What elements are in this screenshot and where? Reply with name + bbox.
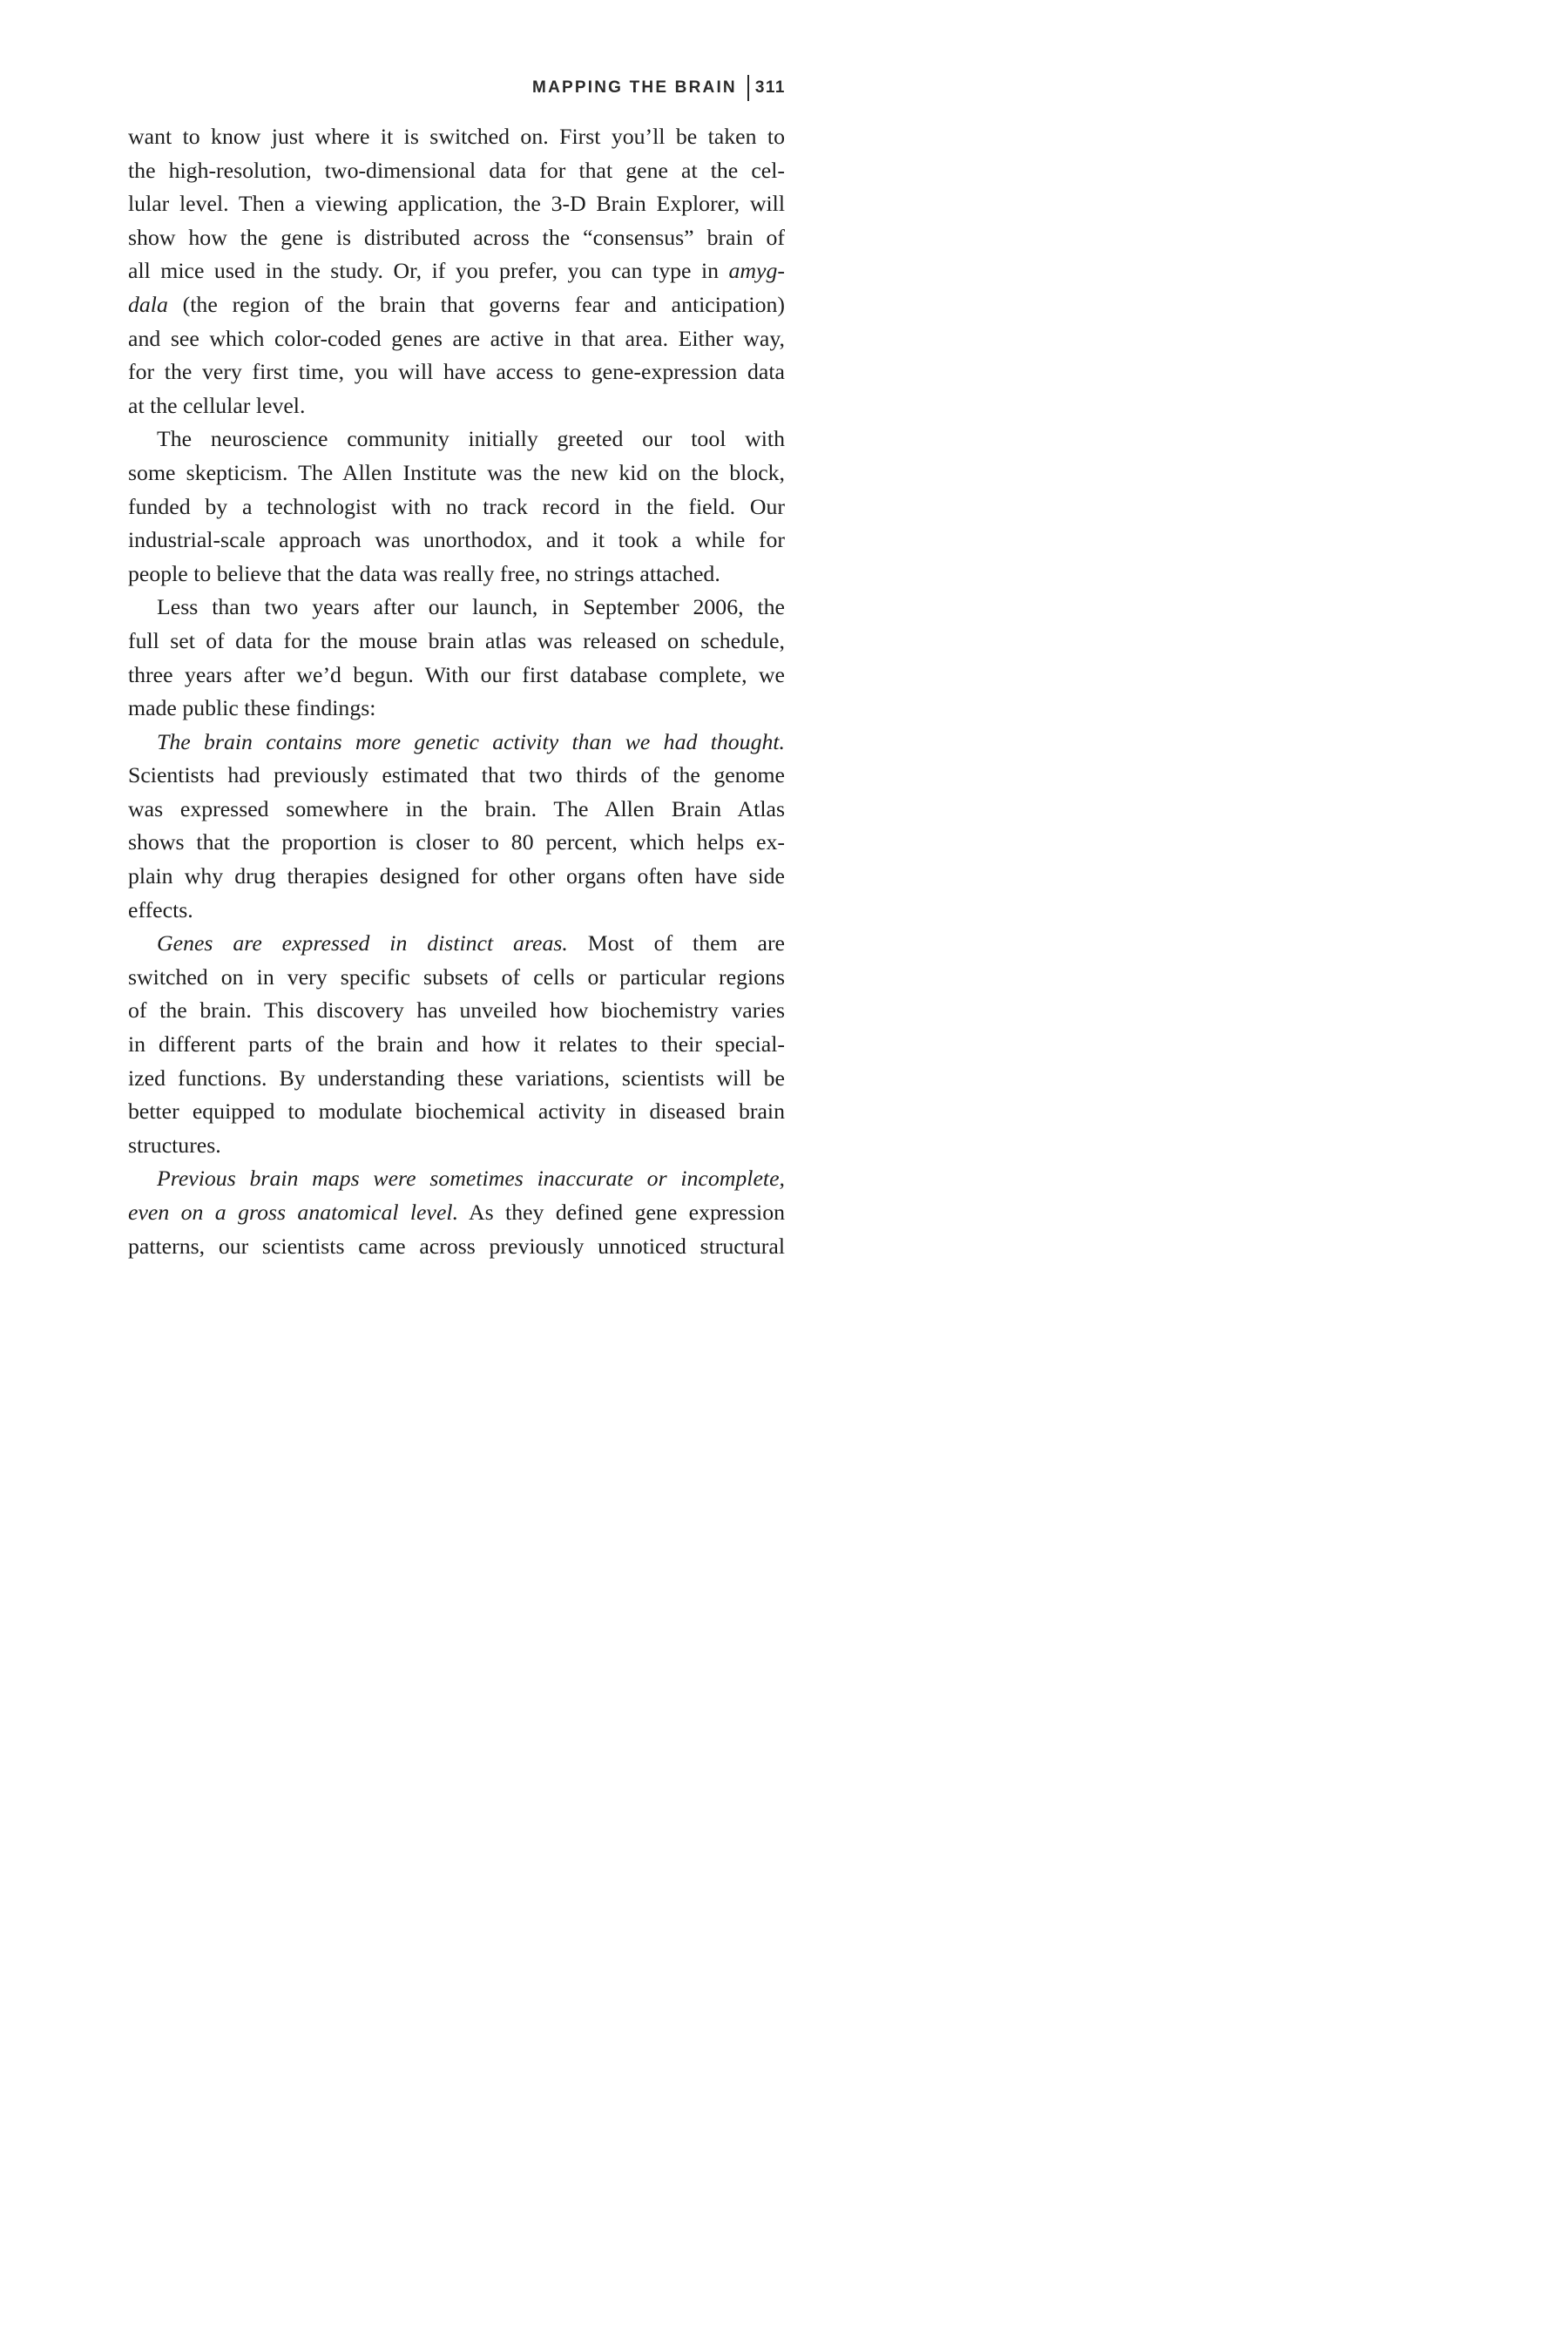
text-line: Scientists had previously estimated that two thirds of the genome bbox=[128, 762, 785, 788]
text-line: Genes are expressed in distinct areas. Most of them are bbox=[157, 930, 785, 956]
text-line: effects. bbox=[128, 896, 193, 923]
text-line: full set of data for the mouse brain atlas was released on schedule, bbox=[128, 627, 785, 653]
paragraph bbox=[128, 120, 785, 422]
text-line: of the brain. This discovery has unveiled how biochemistry varies bbox=[128, 997, 785, 1024]
text-line: for the very first time, you will have access to gene-expression data bbox=[128, 359, 785, 385]
italic-emphasis: Previous brain maps were sometimes inaccurate or incomplete, bbox=[157, 1166, 785, 1192]
text-line: industrial-scale approach was unorthodox, and it took a while for bbox=[128, 527, 785, 553]
text-line: structures. bbox=[128, 1132, 221, 1158]
italic-emphasis: amyg- bbox=[728, 258, 785, 284]
text-line: all mice used in the study. Or, if you prefer, you can type in amyg- bbox=[128, 258, 785, 284]
text-line: even on a gross anatomical level. As they defined gene expression bbox=[128, 1200, 785, 1225]
text-line: The neuroscience community initially greeted our tool with bbox=[157, 426, 785, 452]
section-title: MAPPING THE BRAIN bbox=[532, 78, 737, 97]
text-line: made public these findings: bbox=[128, 695, 376, 721]
text-line: people to believe that the data was really free, no strings attached. bbox=[128, 560, 720, 586]
text-line: Less than two years after our launch, in September 2006, the bbox=[157, 594, 785, 620]
text-line: and see which color-coded genes are active in that area. Either way, bbox=[128, 325, 785, 351]
text-line: three years after we’d begun. With our first database complete, we bbox=[128, 661, 785, 687]
paragraph bbox=[128, 422, 785, 591]
text-line: the high-resolution, two-dimensional data for that gene at the cel- bbox=[128, 157, 785, 183]
text-line: at the cellular level. bbox=[128, 392, 306, 418]
body-text bbox=[128, 120, 785, 1263]
text-line: lular level. Then a viewing application, the 3-D Brain Explorer, will bbox=[128, 191, 785, 217]
text-line: switched on in very specific subsets of cells or particular regions bbox=[128, 963, 785, 990]
text-line: shows that the proportion is closer to 80 percent, which helps ex- bbox=[128, 829, 785, 855]
italic-emphasis: dala bbox=[128, 291, 168, 317]
text-line: in different parts of the brain and how it relates to their special- bbox=[128, 1031, 785, 1058]
text-line: dala (the region of the brain that governs fear and anticipation) bbox=[128, 291, 785, 317]
paragraph bbox=[128, 927, 785, 1162]
text-line: funded by a technologist with no track record in the field. Our bbox=[128, 493, 785, 519]
text-line: better equipped to modulate biochemical activity in diseased brain bbox=[128, 1098, 785, 1125]
paragraph bbox=[128, 1162, 785, 1263]
italic-emphasis: Genes are expressed in distinct areas. bbox=[157, 930, 568, 956]
paragraph bbox=[128, 726, 785, 928]
text-line: was expressed somewhere in the brain. The Allen Brain Atlas bbox=[128, 795, 785, 821]
text-line: some skepticism. The Allen Institute was the new kid on the block, bbox=[128, 459, 785, 485]
page-number: 311 bbox=[754, 78, 786, 97]
paragraph bbox=[128, 591, 785, 725]
text-line: ized functions. By understanding these variations, scientists will be bbox=[128, 1064, 785, 1091]
text-line: patterns, our scientists came across previously unnoticed structural bbox=[128, 1233, 785, 1259]
text-line bbox=[128, 1162, 785, 1196]
running-head bbox=[532, 75, 786, 101]
text-line: want to know just where it is switched on. First you’ll be taken to bbox=[128, 124, 785, 149]
text-line: show how the gene is distributed across the “consensus” brain of bbox=[128, 224, 785, 250]
italic-emphasis: The brain contains more genetic activity than we had thought. bbox=[157, 728, 785, 754]
text-line: plain why drug therapies designed for other organs often have side bbox=[128, 863, 785, 889]
italic-emphasis: even on a gross anatomical level. bbox=[128, 1200, 459, 1225]
text-line bbox=[128, 726, 785, 760]
